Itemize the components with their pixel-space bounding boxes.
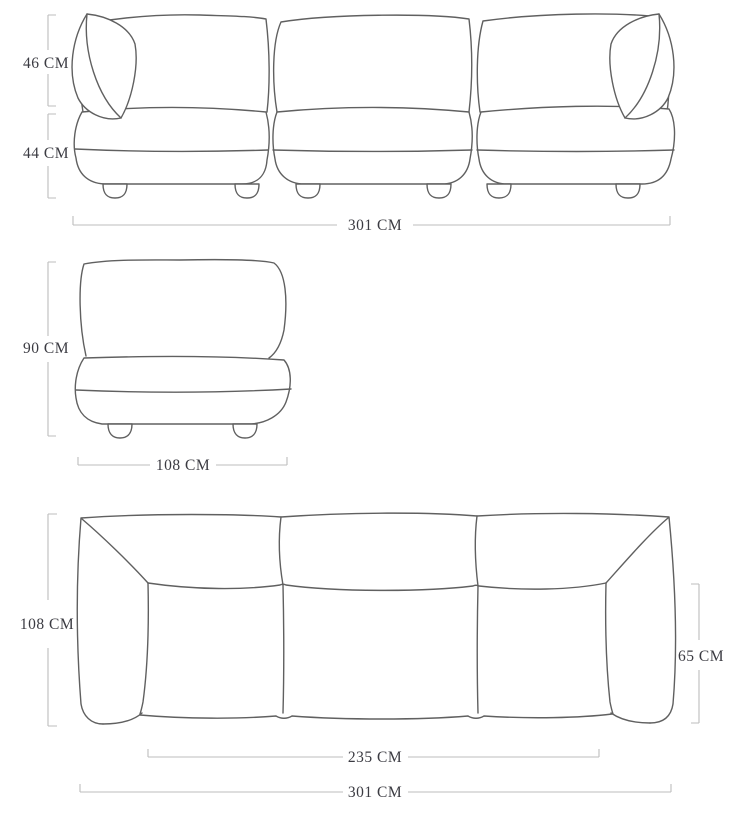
front-module-body-left [74, 108, 269, 185]
top-view-drawing [77, 513, 675, 724]
top-outer-outline [77, 513, 675, 724]
front-leg [427, 184, 451, 198]
dim-label-side-height: 90 CM [23, 340, 69, 357]
front-bolster-pillow-right [610, 14, 674, 119]
side-back-cushion [80, 260, 286, 358]
top-seat-division [477, 586, 478, 713]
top-seat-division [283, 585, 284, 713]
front-leg [616, 184, 640, 198]
side-leg [108, 424, 132, 438]
dim-label-front-overall-width: 301 CM [347, 217, 403, 234]
front-leg [235, 184, 259, 198]
side-view-drawing [75, 260, 291, 438]
dim-label-seat-height: 44 CM [23, 145, 69, 162]
front-module-body-middle [273, 108, 472, 185]
front-bolster-pillow-left [72, 14, 136, 119]
front-leg [487, 184, 511, 198]
dim-label-seat-depth: 65 CM [678, 648, 724, 665]
front-leg [103, 184, 127, 198]
dim-label-seat-width: 235 CM [347, 749, 403, 766]
dim-label-top-depth: 108 CM [19, 616, 75, 633]
dim-label-side-depth: 108 CM [155, 457, 211, 474]
front-view-drawing [72, 14, 674, 198]
front-module-body-right [477, 106, 675, 184]
front-back-cushion-middle [274, 15, 472, 112]
dim-label-back-height: 46 CM [23, 55, 69, 72]
side-leg [233, 424, 257, 438]
dim-label-top-overall-width: 301 CM [347, 784, 403, 801]
front-leg [296, 184, 320, 198]
